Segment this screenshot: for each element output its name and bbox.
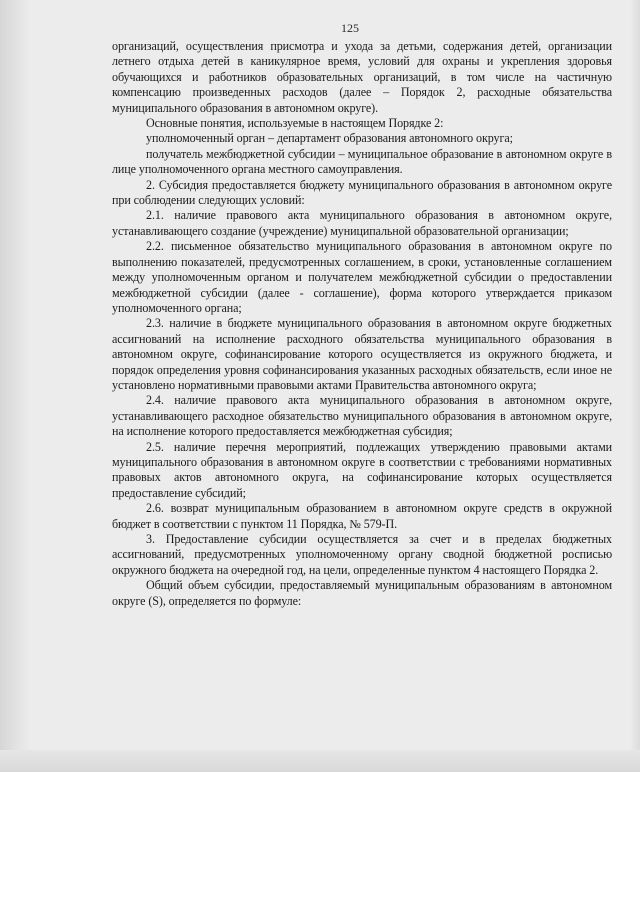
paragraph: 2.4. наличие правового акта муниципального образования в автономном округе, устанавливающего расходное обязательство муниципального образования в автономном округе, на исполнение которого предоставляется межбюджетная субсидия; [112, 393, 612, 439]
paragraph: 3. Предоставление субсидии осуществляется за счет и в пределах бюджетных ассигнований, предусмотренных уполномоченному органу сводной бюджетной росписью окружного бюджета на очередной год, на цели, определенные пунктом 4 настоящего Порядка 2. [112, 532, 612, 577]
paragraph: уполномоченный орган – департамент образования автономного округа; [146, 131, 513, 146]
paragraph: Общий объем субсидии, предоставляемый муниципальным образованиям в автономном округе (S), определяется по формуле: [112, 578, 612, 608]
paragraph: получатель межбюджетной субсидии – муниципальное образование в автономном округе в лице уполномоченного органа местного самоуправления. [112, 146, 612, 177]
paragraph: 2.3. наличие в бюджете муниципального образования в автономном округе бюджетных ассигнований на исполнение расходного обязательства муниципального образования в автономном округе, софинансирование которого осуществляется из окружного бюджета, и порядок определения уровня софинансирования указанных расходных обязательств, если иное не установлено нормативными правовыми актами Правительства автономного округа; [112, 316, 612, 392]
paragraph: организаций, осуществления присмотра и ухода за детьми, содержания детей, организации летнего отдыха детей в каникулярное время, условий для охраны и укрепления здоровья обучающихся и работников образовательных организаций, в том числе на частичную компенсацию произведенных расходов (далее – Порядок 2, расходные обязательства муниципального образования в автономном округе). [112, 39, 612, 115]
document-body [112, 39, 612, 609]
scan-shadow-bottom [0, 750, 640, 772]
page-number: 125 [341, 21, 359, 35]
paragraph: 2. Субсидия предоставляется бюджету муниципального образования в автономном округе при соблюдении следующих условий: [112, 177, 612, 208]
scan-shadow-right [630, 0, 640, 772]
scan-shadow-left [0, 0, 30, 772]
paragraph: 2.2. письменное обязательство муниципального образования в автономном округе по выполнению показателей, предусмотренных соглашением, в сроки, установленные соглашением между уполномоченным органом и получателем межбюджетной субсидии о предоставлении межбюджетной субсидии (далее - соглашение), форма которого утверждается приказом уполномоченного органа; [112, 239, 612, 315]
paragraph: 2.1. наличие правового акта муниципального образования в автономном округе, устанавливающего создание (учреждение) муниципальной образовательной организации; [112, 208, 612, 238]
paragraph: 2.5. наличие перечня мероприятий, подлежащих утверждению правовыми актами муниципального образования в автономном округе в соответствии с требованиями нормативных правовых актов автономного округа, на софинансирование которых осуществляется предоставление субсидий; [112, 439, 612, 500]
blank-margin [0, 772, 640, 905]
paragraph: Основные понятия, используемые в настоящем Порядке 2: [146, 116, 444, 131]
paragraph: 2.6. возврат муниципальным образованием в автономном округе средств в окружной бюджет в соответствии с пунктом 11 Порядка, № 579-П. [112, 501, 612, 531]
